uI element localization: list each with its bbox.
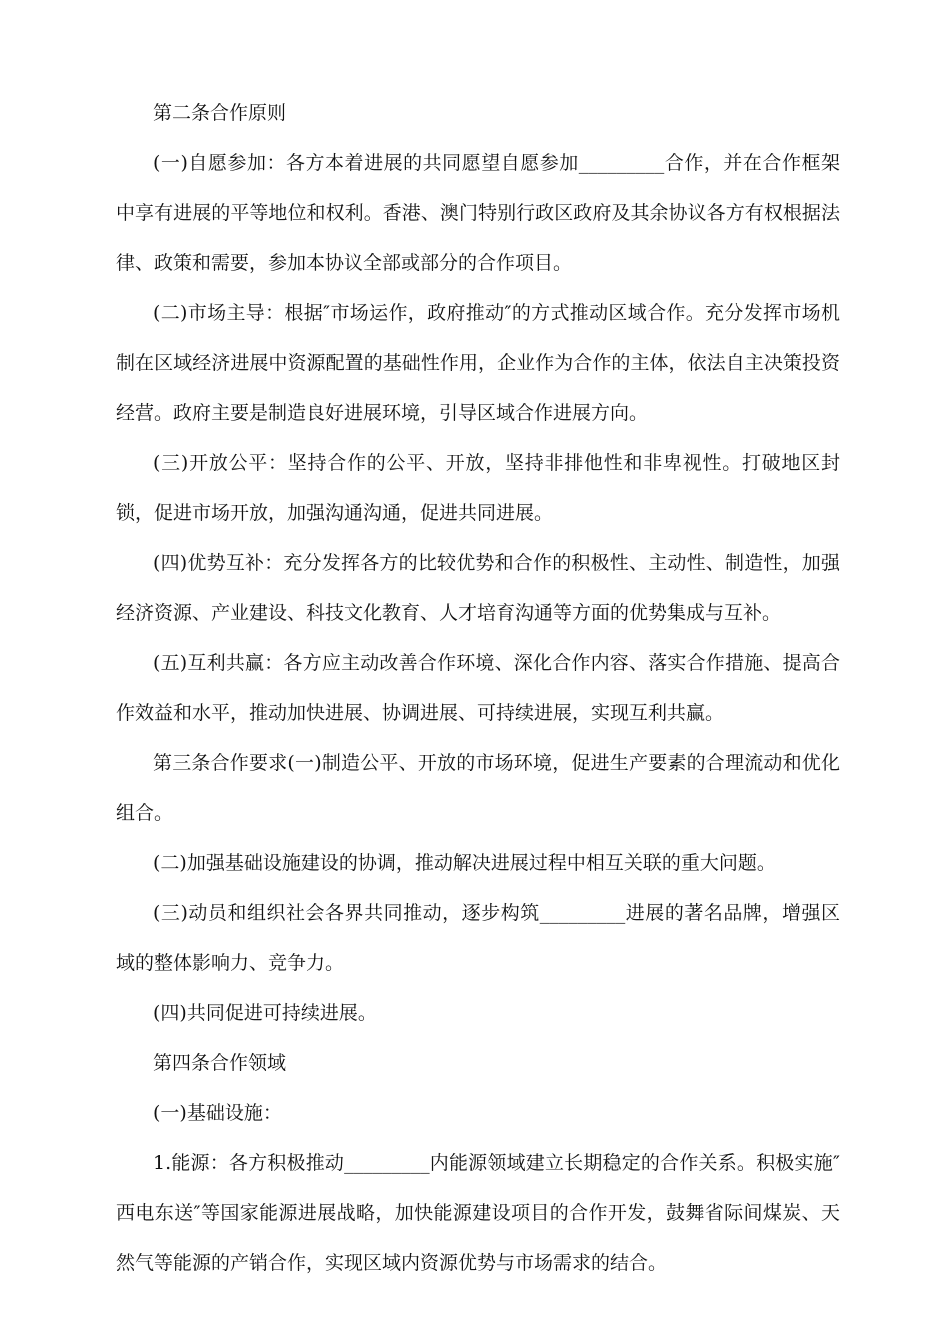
paragraph-mutual-benefit: (五)互利共赢：各方应主动改善合作环境、深化合作内容、落实合作措施、提高合作效益和水平，推动加快进展、协调进展、可持续进展，实现互利共赢。	[116, 652, 840, 724]
paragraph-complementary-advantages: (四)优势互补：充分发挥各方的比较优势和合作的积极性、主动性、制造性，加强经济资源、产业建设、科技文化教育、人才培育沟通等方面的优势集成与互补。	[116, 552, 840, 624]
paragraph-mobilize-society: (三)动员和组织社会各界共同推动，逐步构筑_________进展的著名品牌，增强区域的整体影响力、竞争力。	[116, 902, 840, 974]
section-infrastructure-heading: (一)基础设施：	[153, 1102, 282, 1124]
paragraph-infrastructure-coordination: (二)加强基础设施建设的协调，推动解决进展过程中相互关联的重大问题。	[153, 852, 776, 874]
paragraph-sustainable-development: (四)共同促进可持续进展。	[153, 1002, 377, 1024]
document-body	[116, 88, 840, 1288]
article-4-heading: 第四条合作领域	[153, 1052, 287, 1074]
paragraph-open-fair: (三)开放公平：坚持合作的公平、开放，坚持非排他性和非卑视性。打破地区封锁，促进市场开放，加强沟通沟通，促进共同进展。	[116, 452, 840, 524]
paragraph-voluntary-participation: (一)自愿参加：各方本着进展的共同愿望自愿参加_________合作，并在合作框架中享有进展的平等地位和权利。香港、澳门特别行政区政府及其余协议各方有权根据法律、政策和需要，参加本协议全部或部分的合作项目。	[116, 152, 840, 274]
paragraph-energy: 1.能源：各方积极推动_________内能源领域建立长期稳定的合作关系。积极实施″西电东送″等国家能源进展战略，加快能源建设项目的合作开发，鼓舞省际间煤炭、天然气等能源的产销合作，实现区域内资源优势与市场需求的结合。	[116, 1152, 840, 1274]
article-3-requirements: 第三条合作要求(一)制造公平、开放的市场环境，促进生产要素的合理流动和优化组合。	[116, 752, 840, 824]
article-2-heading: 第二条合作原则	[153, 102, 287, 124]
paragraph-market-led: (二)市场主导：根据″市场运作，政府推动″的方式推动区域合作。充分发挥市场机制在区域经济进展中资源配置的基础性作用，企业作为合作的主体，依法自主决策投资经营。政府主要是制造良好进展环境，引导区域合作进展方向。	[116, 302, 840, 424]
